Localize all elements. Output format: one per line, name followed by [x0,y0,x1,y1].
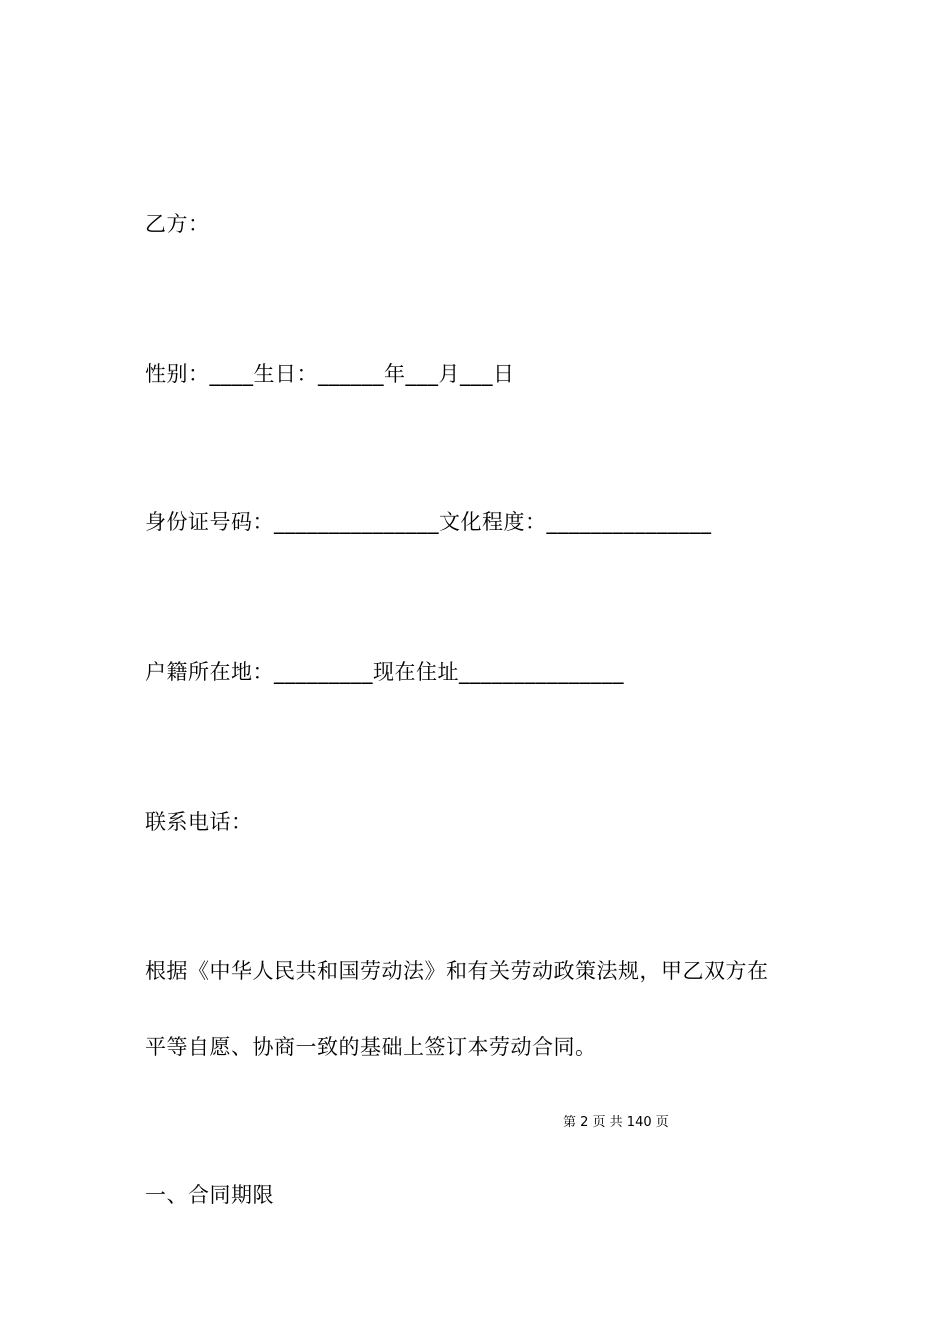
preamble-line-1: 根据《中华人民共和国劳动法》和有关劳动政策法规，甲乙双方在 [145,959,769,983]
gender-birthday-line: 性别：____生日：______年___月___日 [145,362,515,386]
id-education-line: 身份证号码：_______________文化程度：_______________ [145,510,712,534]
section-heading: 一、合同期限 [145,1183,274,1207]
preamble-line-2: 平等自愿、协商一致的基础上签订本劳动合同。 [145,1035,597,1059]
phone-line: 联系电话： [145,810,253,834]
residence-address-line: 户籍所在地：_________现在住址_______________ [145,660,624,684]
party-b-label: 乙方： [145,212,210,236]
page-footer: 第 2 页 共 140 页 [563,1115,669,1130]
